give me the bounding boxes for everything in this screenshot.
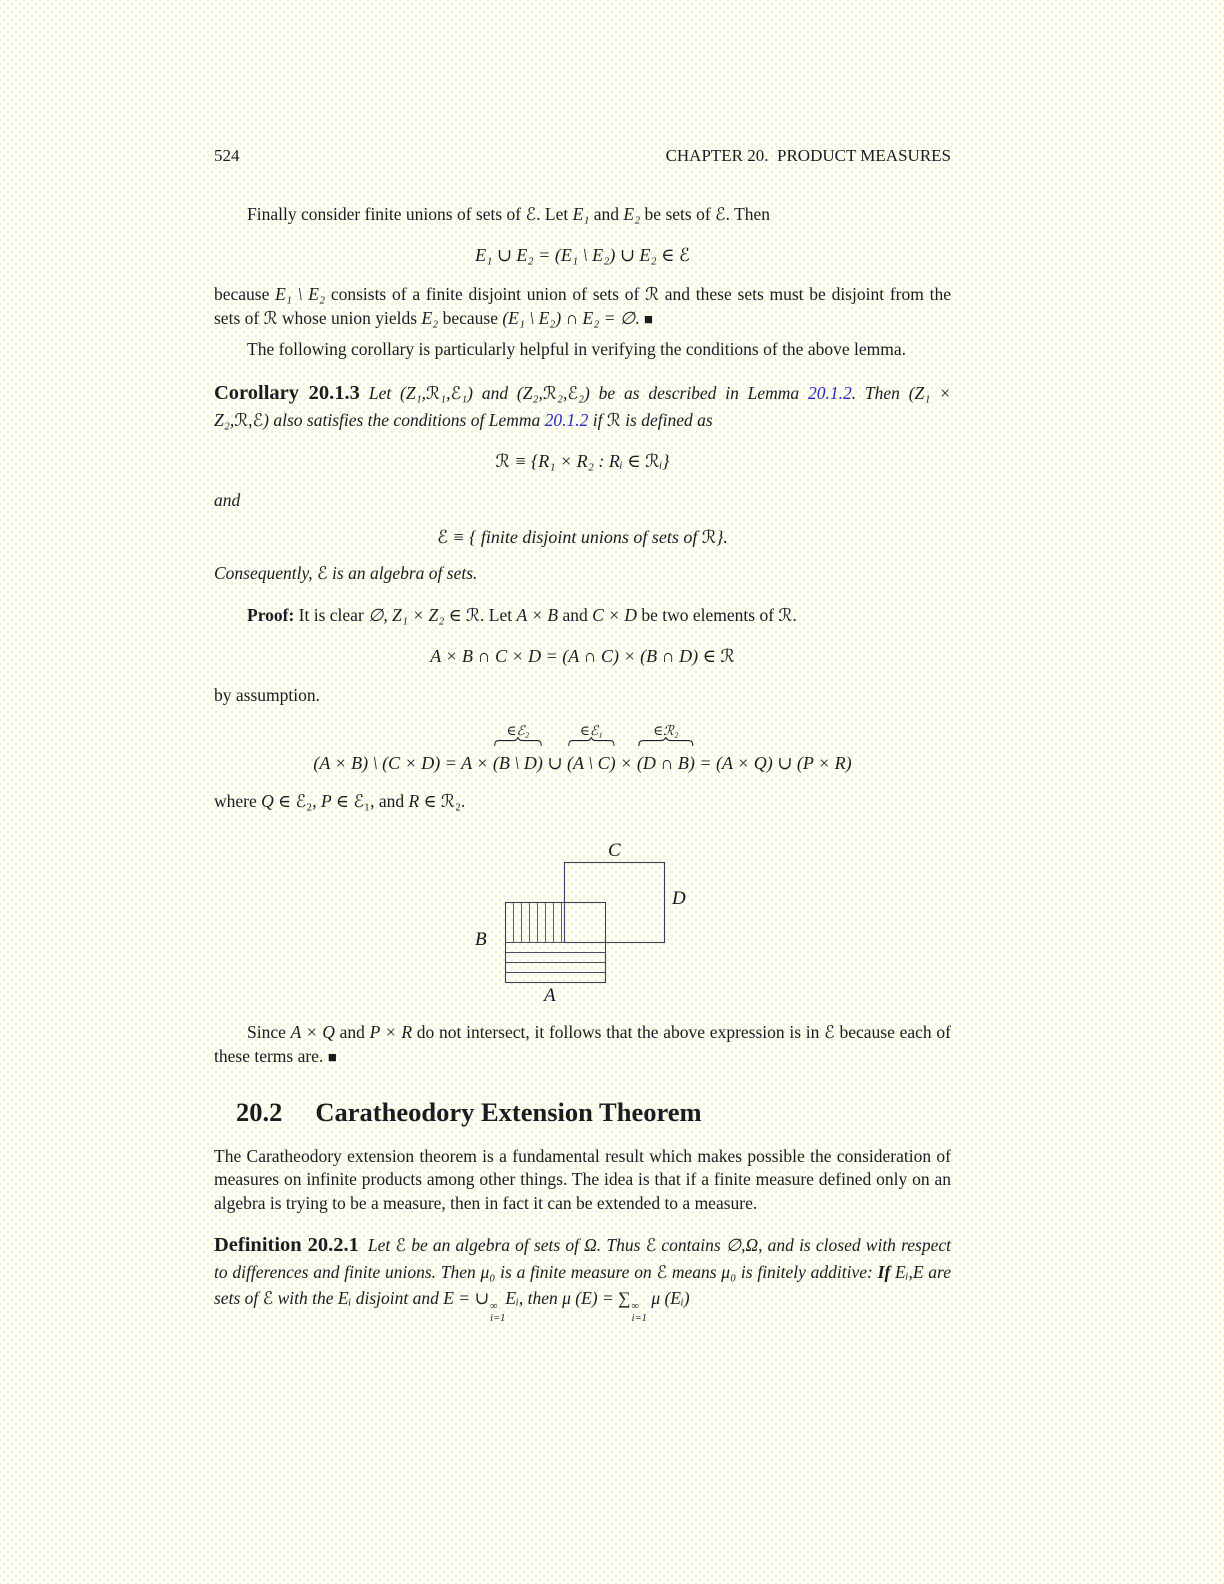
text-run: with the Eᵢ disjoint and E = ∪: [273, 1288, 490, 1308]
text-run: E₁ ∪ E₂ = (E₁ \ E₂) ∪ E₂ ∈: [475, 244, 679, 265]
text-run: Let (Z₁,: [368, 383, 427, 403]
text-run: ℰ: [715, 205, 726, 225]
text-run: ℰ: [395, 1236, 407, 1256]
text-run: Eᵢ,E are sets of: [214, 1261, 951, 1308]
text-run: If: [877, 1261, 891, 1282]
text-run: ℰ: [295, 792, 307, 812]
text-run: . Let: [480, 605, 517, 625]
corollary-20-1-3: [214, 381, 951, 434]
figure-label-C: C: [608, 839, 621, 861]
figure-product-sets: [214, 837, 951, 1007]
text-run: Q: [261, 791, 274, 811]
text-run: ₂,: [556, 383, 568, 403]
paragraph-by-assumption: [214, 684, 951, 708]
text-run: and these sets must be disjoint from the sets of: [214, 283, 951, 328]
text-run: where: [214, 791, 262, 811]
page-content: [214, 145, 951, 1324]
text-run: C × D: [592, 605, 637, 625]
text-run: R: [408, 791, 420, 811]
running-header: [214, 145, 951, 167]
equation-setminus-expansion: [214, 713, 951, 776]
overbrace-label-3: ∈ℛ₂: [653, 723, 679, 738]
paragraph-following: [214, 338, 951, 362]
text-run: ∈: [331, 791, 354, 811]
text-run: ℛ: [645, 451, 660, 472]
text-run: ᵢ}: [659, 451, 670, 471]
paragraph-caratheodory-intro: [214, 1145, 951, 1216]
paragraph-since: [214, 1021, 951, 1071]
text-run: ℰ: [317, 563, 328, 584]
text-run: is defined as: [620, 409, 713, 430]
set-diagram: [214, 837, 951, 1007]
text-run: and: [589, 204, 624, 224]
text-run: ≡ { finite disjoint unions of sets of: [447, 526, 702, 547]
eq-sep-2: ×: [615, 753, 637, 773]
text-run: ) also satisfies the conditions of Lemma: [263, 409, 545, 430]
text-run: P: [320, 791, 332, 811]
text-run: (E₁ \ E₂) ∩ E₂ = ∅: [502, 308, 636, 328]
text-run: A × B: [516, 605, 559, 625]
page-number: 524: [214, 146, 240, 165]
section-title: Caratheodory Extension Theorem: [315, 1096, 702, 1127]
text-run: Since: [247, 1021, 291, 1042]
limits-stack: [490, 1301, 505, 1324]
braced-term-2: [567, 723, 616, 776]
text-run: and: [558, 605, 593, 625]
figure-label-D: D: [672, 887, 686, 909]
text-run: because: [214, 283, 276, 304]
text-run: ∅, Z₁ × Z₂ ∈: [368, 605, 467, 625]
text-run: ℛ: [440, 792, 455, 812]
text-run: ℛ: [466, 606, 481, 626]
text-run: A × B ∩ C × D = (A ∩ C) × (B ∩ D) ∈: [430, 645, 721, 666]
equation-union: [214, 243, 951, 268]
text-run: ℰ: [525, 205, 537, 225]
lemma-ref-link[interactable]: 20.1.2: [807, 383, 852, 403]
paragraph-finally: [214, 203, 951, 228]
corollary-label: Corollary 20.1.3: [214, 382, 360, 404]
text-run: ∈: [419, 791, 441, 811]
text-run: ₁) and (Z₂,: [461, 383, 543, 403]
equation-intersection: [214, 644, 951, 669]
definition-20-2-1: [214, 1233, 951, 1324]
text-run: Consequently,: [214, 562, 318, 583]
text-run: be sets of: [640, 204, 716, 224]
text-run: ℰ: [262, 1289, 274, 1309]
chapter-header: CHAPTER 20. PRODUCT MEASURES: [665, 146, 951, 165]
braced-text-2: (A \ C): [567, 753, 616, 773]
text-run: ℰ: [450, 384, 462, 404]
text-run: ℛ: [263, 309, 278, 329]
text-run: ℛ: [542, 384, 557, 404]
text-run: ℰ: [353, 792, 364, 812]
text-run: The following corollary is particularly helpful in verifying the conditions of the above lemma.: [247, 338, 906, 359]
text-run: It is clear: [294, 605, 369, 625]
text-run: and: [214, 490, 241, 510]
text-run: Finally consider finite unions of sets of: [247, 204, 526, 224]
lemma-ref-link[interactable]: 20.1.2: [544, 409, 589, 430]
section-number: 20.2: [236, 1096, 283, 1127]
text-run: . Then (Z₁ × Z₂,: [214, 383, 951, 430]
text-run: E₁: [572, 204, 590, 224]
text-run: Proof:: [247, 605, 295, 625]
horizontal-hatching: [506, 942, 606, 972]
paragraph-and: [214, 489, 951, 513]
text-run: ₂,: [306, 791, 321, 811]
braced-text-1: (B \ D): [492, 753, 543, 773]
text-run: contains ∅,Ω, and is closed with respect to differences and finite unions. Then μ₀ is a finite measure on: [214, 1235, 951, 1282]
figure-label-B: B: [475, 928, 487, 950]
text-run: by assumption.: [214, 684, 320, 705]
text-run: ℛ: [720, 645, 735, 667]
text-run: P × R: [369, 1021, 413, 1042]
text-run: ₁,: [440, 383, 451, 403]
text-run: E₂: [623, 204, 641, 224]
text-run: ₂.: [454, 791, 466, 811]
section-heading: [214, 1095, 951, 1129]
text-run: . Let: [536, 204, 573, 224]
text-run: E₁ \ E₂: [275, 283, 326, 304]
limit-top: ∞: [490, 1301, 498, 1313]
overbrace-icon: [568, 737, 615, 746]
limit-bottom: i=1: [490, 1312, 506, 1324]
text-run: do not intersect, it follows that the above expression is in: [412, 1021, 825, 1042]
text-run: ℰ: [437, 526, 448, 548]
text-run: ₂) be as described in Lemma: [577, 383, 808, 403]
text-run: ℰ: [252, 410, 264, 431]
text-run: . Then: [725, 204, 771, 224]
equation-R-definition: [214, 449, 951, 474]
braced-term-3: [636, 723, 695, 776]
text-run: ■: [327, 1050, 337, 1066]
text-run: and: [334, 1021, 370, 1042]
text-run: The Caratheodory extension theorem is a fundamental result which makes possible the consideration of measures on infinite products among other things. The idea is that if a finite measure defined only on an algebra is trying to be a measure, then in fact it can be extended to a measure.: [214, 1145, 951, 1213]
text-run: be two elements of: [637, 605, 779, 625]
text-run: .: [635, 308, 644, 328]
text-run: ≡ {R₁ × R₂ : Rᵢ ∈: [509, 451, 646, 471]
text-run: whose union yields: [277, 308, 422, 328]
vertical-hatching: [514, 902, 562, 942]
figure-label-A: A: [544, 984, 556, 1006]
text-run: μ (Eᵢ): [646, 1288, 690, 1308]
text-run: E₂: [421, 308, 439, 328]
text-run: ℛ: [426, 384, 441, 404]
text-run: ℛ: [606, 410, 621, 431]
braced-text-3: (D ∩ B): [636, 753, 695, 773]
braced-term-1: [492, 723, 543, 776]
eq-post: = (A × Q) ∪ (P × R): [694, 753, 852, 773]
paragraph-proof: [214, 604, 951, 629]
text-run: ℛ: [701, 526, 717, 548]
text-run: ℛ: [234, 410, 249, 431]
overbrace-label-1: ∈ℰ₂: [506, 723, 530, 738]
overbrace-icon: [494, 737, 542, 746]
definition-label: Definition 20.2.1: [214, 1234, 359, 1256]
text-run: because: [438, 308, 503, 328]
text-run: ∈: [273, 791, 296, 811]
paragraph-consequently: [214, 562, 951, 587]
text-run: ℛ: [495, 451, 510, 472]
text-run: .: [792, 605, 797, 625]
limits-stack: [632, 1301, 647, 1324]
overbrace-label-2: ∈ℰ₁: [579, 723, 603, 738]
text-run: ₁, and: [364, 791, 409, 811]
text-run: ℛ: [778, 606, 793, 626]
text-run: ,: [248, 409, 253, 430]
text-run: be an algebra of sets of Ω. Thus: [406, 1235, 646, 1255]
text-run: ℰ: [645, 1236, 657, 1256]
overbrace-icon: [638, 737, 694, 746]
text-run: is an algebra of sets.: [327, 562, 478, 583]
eq-pre: (A × B) \ (C × D) = A ×: [313, 753, 493, 773]
equation-E-definition: [214, 525, 951, 550]
eq-sep-1: ∪: [542, 753, 567, 773]
text-run: consists of a finite disjoint union of sets of: [325, 283, 646, 304]
text-run: means μ₀ is finitely additive:: [667, 1261, 878, 1282]
limit-bottom: i=1: [631, 1312, 647, 1324]
text-run: ℰ: [656, 1262, 668, 1283]
text-run: because each of these terms are.: [214, 1021, 951, 1066]
text-run: ■: [643, 312, 653, 328]
text-run: A × Q: [290, 1021, 335, 1042]
text-run: Let: [367, 1235, 396, 1255]
text-run: ℛ: [645, 284, 660, 305]
text-run: Eᵢ, then μ (E) = ∑: [505, 1288, 631, 1308]
paragraph-where: [214, 790, 951, 815]
text-run: }.: [716, 526, 728, 547]
limit-top: ∞: [631, 1301, 640, 1313]
text-run: if: [588, 409, 607, 430]
text-run: ℰ: [567, 384, 578, 404]
text-run: ℰ: [824, 1022, 835, 1043]
paragraph-because: [214, 283, 951, 333]
text-run: ℰ: [678, 244, 690, 266]
